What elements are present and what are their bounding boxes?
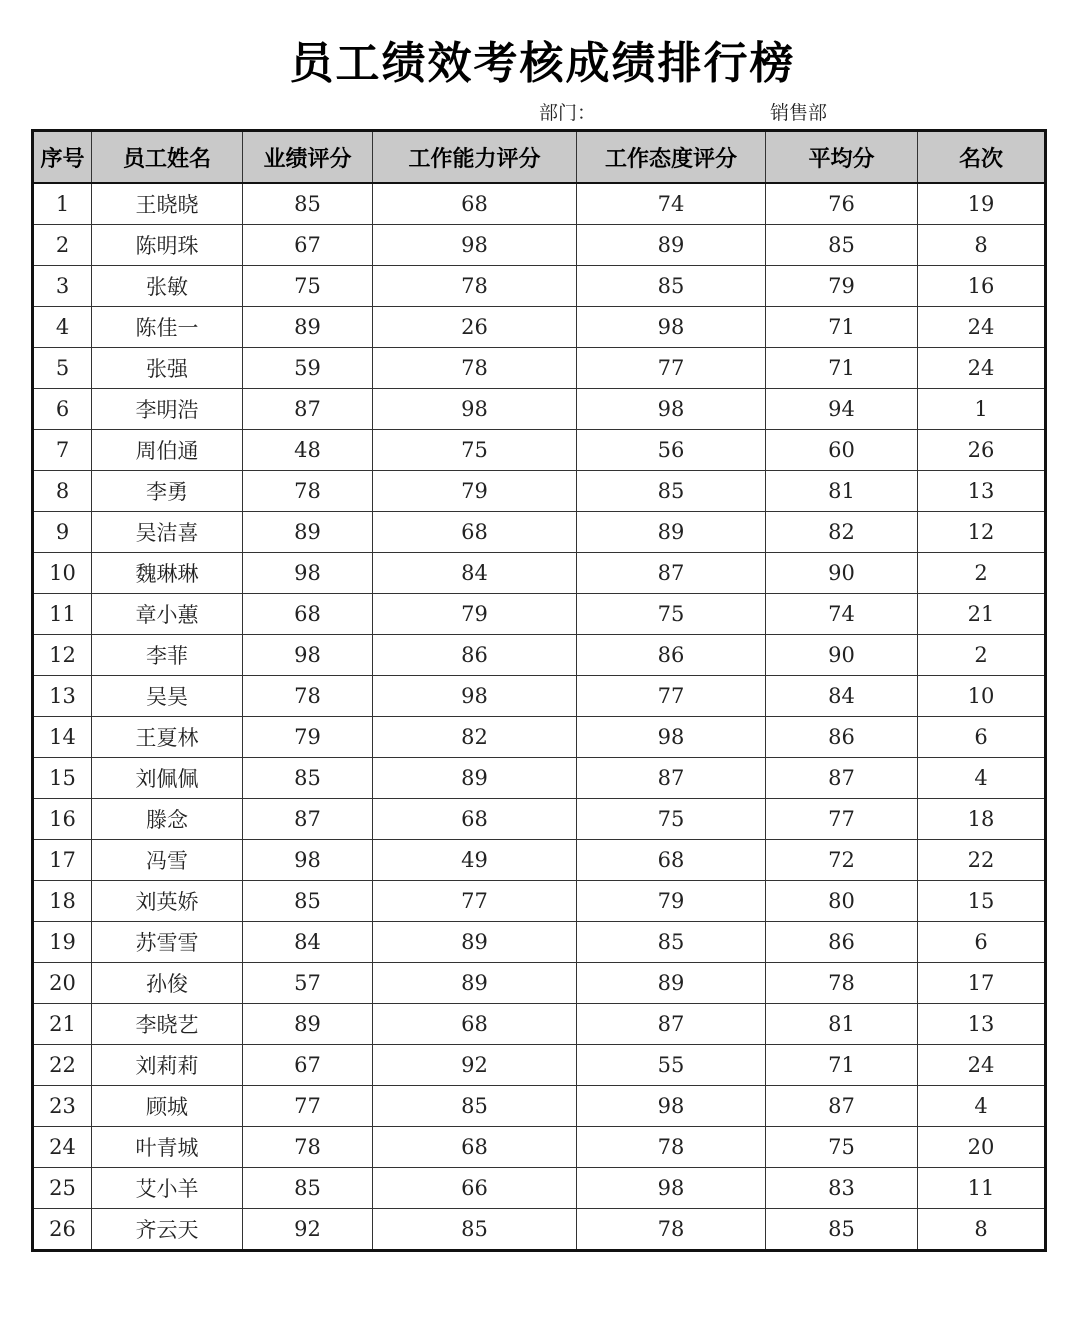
cell-performance: 89 <box>243 307 373 348</box>
cell-performance: 67 <box>243 225 373 266</box>
cell-attitude: 55 <box>577 1045 766 1086</box>
cell-name: 艾小羊 <box>92 1168 243 1209</box>
cell-index: 24 <box>33 1127 92 1168</box>
cell-attitude: 87 <box>577 553 766 594</box>
cell-average: 80 <box>766 881 918 922</box>
cell-attitude: 78 <box>577 1127 766 1168</box>
cell-performance: 85 <box>243 881 373 922</box>
cell-name: 滕念 <box>92 799 243 840</box>
table-row <box>33 963 1046 1004</box>
cell-performance: 78 <box>243 1127 373 1168</box>
cell-performance: 79 <box>243 717 373 758</box>
cell-name: 陈明珠 <box>92 225 243 266</box>
cell-ability: 75 <box>373 430 577 471</box>
header-average: 平均分 <box>766 131 918 184</box>
cell-name: 刘莉莉 <box>92 1045 243 1086</box>
cell-attitude: 77 <box>577 676 766 717</box>
table-row <box>33 758 1046 799</box>
cell-name: 王晓晓 <box>92 183 243 225</box>
cell-index: 13 <box>33 676 92 717</box>
cell-performance: 89 <box>243 512 373 553</box>
cell-ability: 49 <box>373 840 577 881</box>
cell-average: 90 <box>766 635 918 676</box>
cell-average: 86 <box>766 922 918 963</box>
cell-name: 冯雪 <box>92 840 243 881</box>
cell-performance: 67 <box>243 1045 373 1086</box>
cell-average: 71 <box>766 1045 918 1086</box>
cell-name: 魏琳琳 <box>92 553 243 594</box>
cell-average: 72 <box>766 840 918 881</box>
cell-performance: 92 <box>243 1209 373 1251</box>
table-row <box>33 225 1046 266</box>
cell-ability: 89 <box>373 758 577 799</box>
cell-index: 10 <box>33 553 92 594</box>
header-attitude: 工作态度评分 <box>577 131 766 184</box>
cell-attitude: 68 <box>577 840 766 881</box>
cell-ability: 98 <box>373 389 577 430</box>
page-title: 员工绩效考核成绩排行榜 <box>289 38 796 89</box>
cell-attitude: 74 <box>577 183 766 225</box>
cell-rank: 18 <box>918 799 1046 840</box>
cell-attitude: 87 <box>577 1004 766 1045</box>
cell-attitude: 75 <box>577 594 766 635</box>
cell-ability: 86 <box>373 635 577 676</box>
cell-ability: 77 <box>373 881 577 922</box>
cell-index: 20 <box>33 963 92 1004</box>
table-row <box>33 717 1046 758</box>
cell-attitude: 85 <box>577 266 766 307</box>
table-row <box>33 307 1046 348</box>
cell-ability: 85 <box>373 1209 577 1251</box>
header-index: 序号 <box>33 131 92 184</box>
cell-name: 李菲 <box>92 635 243 676</box>
cell-rank: 20 <box>918 1127 1046 1168</box>
cell-index: 14 <box>33 717 92 758</box>
cell-performance: 59 <box>243 348 373 389</box>
cell-performance: 84 <box>243 922 373 963</box>
cell-ability: 68 <box>373 1004 577 1045</box>
cell-average: 87 <box>766 758 918 799</box>
cell-index: 9 <box>33 512 92 553</box>
table-row <box>33 471 1046 512</box>
cell-ability: 89 <box>373 963 577 1004</box>
cell-index: 6 <box>33 389 92 430</box>
department-label: 部门： <box>539 102 597 124</box>
cell-rank: 24 <box>918 307 1046 348</box>
table-row <box>33 1004 1046 1045</box>
header-ability: 工作能力评分 <box>373 131 577 184</box>
cell-performance: 75 <box>243 266 373 307</box>
cell-name: 顾城 <box>92 1086 243 1127</box>
cell-performance: 98 <box>243 635 373 676</box>
cell-ability: 98 <box>373 225 577 266</box>
cell-name: 周伯通 <box>92 430 243 471</box>
cell-index: 16 <box>33 799 92 840</box>
table-row <box>33 881 1046 922</box>
cell-ability: 89 <box>373 922 577 963</box>
cell-index: 11 <box>33 594 92 635</box>
cell-name: 吴昊 <box>92 676 243 717</box>
cell-attitude: 56 <box>577 430 766 471</box>
cell-rank: 6 <box>918 717 1046 758</box>
cell-performance: 78 <box>243 471 373 512</box>
cell-attitude: 98 <box>577 307 766 348</box>
cell-average: 71 <box>766 307 918 348</box>
cell-performance: 98 <box>243 840 373 881</box>
cell-attitude: 98 <box>577 1086 766 1127</box>
cell-name: 陈佳一 <box>92 307 243 348</box>
cell-name: 苏雪雪 <box>92 922 243 963</box>
cell-rank: 2 <box>918 553 1046 594</box>
cell-rank: 4 <box>918 1086 1046 1127</box>
cell-ability: 79 <box>373 594 577 635</box>
cell-rank: 1 <box>918 389 1046 430</box>
header-row <box>33 131 1046 184</box>
cell-attitude: 98 <box>577 1168 766 1209</box>
cell-index: 4 <box>33 307 92 348</box>
cell-rank: 12 <box>918 512 1046 553</box>
cell-rank: 6 <box>918 922 1046 963</box>
cell-rank: 13 <box>918 1004 1046 1045</box>
cell-rank: 13 <box>918 471 1046 512</box>
cell-index: 3 <box>33 266 92 307</box>
cell-average: 78 <box>766 963 918 1004</box>
cell-average: 84 <box>766 676 918 717</box>
table-body <box>33 183 1046 1251</box>
cell-performance: 48 <box>243 430 373 471</box>
cell-ability: 68 <box>373 1127 577 1168</box>
cell-name: 孙俊 <box>92 963 243 1004</box>
cell-attitude: 87 <box>577 758 766 799</box>
cell-rank: 15 <box>918 881 1046 922</box>
cell-ability: 98 <box>373 676 577 717</box>
cell-attitude: 79 <box>577 881 766 922</box>
cell-rank: 16 <box>918 266 1046 307</box>
table-row <box>33 183 1046 225</box>
cell-rank: 8 <box>918 1209 1046 1251</box>
table-row <box>33 553 1046 594</box>
cell-name: 李明浩 <box>92 389 243 430</box>
cell-index: 7 <box>33 430 92 471</box>
cell-performance: 85 <box>243 183 373 225</box>
header-rank: 名次 <box>918 131 1046 184</box>
cell-average: 83 <box>766 1168 918 1209</box>
cell-attitude: 89 <box>577 512 766 553</box>
cell-name: 齐云天 <box>92 1209 243 1251</box>
cell-rank: 26 <box>918 430 1046 471</box>
cell-ability: 82 <box>373 717 577 758</box>
cell-name: 张强 <box>92 348 243 389</box>
cell-average: 74 <box>766 594 918 635</box>
cell-average: 94 <box>766 389 918 430</box>
cell-average: 77 <box>766 799 918 840</box>
cell-average: 76 <box>766 183 918 225</box>
cell-ability: 85 <box>373 1086 577 1127</box>
cell-rank: 17 <box>918 963 1046 1004</box>
cell-index: 2 <box>33 225 92 266</box>
cell-performance: 85 <box>243 1168 373 1209</box>
cell-index: 1 <box>33 183 92 225</box>
cell-rank: 22 <box>918 840 1046 881</box>
cell-performance: 87 <box>243 389 373 430</box>
cell-attitude: 78 <box>577 1209 766 1251</box>
table-row <box>33 430 1046 471</box>
cell-ability: 68 <box>373 512 577 553</box>
cell-rank: 8 <box>918 225 1046 266</box>
cell-name: 李晓艺 <box>92 1004 243 1045</box>
cell-rank: 4 <box>918 758 1046 799</box>
cell-rank: 19 <box>918 183 1046 225</box>
cell-index: 18 <box>33 881 92 922</box>
cell-attitude: 86 <box>577 635 766 676</box>
cell-name: 吴洁喜 <box>92 512 243 553</box>
cell-name: 刘英娇 <box>92 881 243 922</box>
table-row <box>33 348 1046 389</box>
cell-performance: 77 <box>243 1086 373 1127</box>
table-row <box>33 635 1046 676</box>
cell-ability: 84 <box>373 553 577 594</box>
cell-attitude: 98 <box>577 717 766 758</box>
table-row <box>33 266 1046 307</box>
cell-rank: 24 <box>918 1045 1046 1086</box>
cell-name: 李勇 <box>92 471 243 512</box>
department-value: 销售部 <box>770 102 828 124</box>
cell-performance: 98 <box>243 553 373 594</box>
cell-index: 8 <box>33 471 92 512</box>
cell-average: 87 <box>766 1086 918 1127</box>
cell-rank: 21 <box>918 594 1046 635</box>
cell-performance: 57 <box>243 963 373 1004</box>
cell-ability: 92 <box>373 1045 577 1086</box>
table-row <box>33 1127 1046 1168</box>
header-performance: 业绩评分 <box>243 131 373 184</box>
table-row <box>33 512 1046 553</box>
cell-attitude: 85 <box>577 922 766 963</box>
cell-ability: 78 <box>373 348 577 389</box>
cell-rank: 10 <box>918 676 1046 717</box>
header-name: 员工姓名 <box>92 131 243 184</box>
cell-performance: 89 <box>243 1004 373 1045</box>
table-row <box>33 799 1046 840</box>
cell-index: 17 <box>33 840 92 881</box>
cell-attitude: 85 <box>577 471 766 512</box>
table-row <box>33 1168 1046 1209</box>
cell-ability: 68 <box>373 799 577 840</box>
cell-rank: 24 <box>918 348 1046 389</box>
cell-index: 12 <box>33 635 92 676</box>
cell-attitude: 77 <box>577 348 766 389</box>
cell-index: 22 <box>33 1045 92 1086</box>
table-row <box>33 389 1046 430</box>
cell-ability: 79 <box>373 471 577 512</box>
table-row <box>33 840 1046 881</box>
table-row <box>33 594 1046 635</box>
table-row <box>33 1086 1046 1127</box>
cell-attitude: 75 <box>577 799 766 840</box>
cell-average: 81 <box>766 1004 918 1045</box>
cell-average: 79 <box>766 266 918 307</box>
cell-average: 60 <box>766 430 918 471</box>
cell-attitude: 89 <box>577 225 766 266</box>
cell-average: 85 <box>766 1209 918 1251</box>
cell-rank: 11 <box>918 1168 1046 1209</box>
cell-attitude: 89 <box>577 963 766 1004</box>
table-row <box>33 1209 1046 1251</box>
cell-name: 张敏 <box>92 266 243 307</box>
ranking-table <box>31 129 1047 1252</box>
cell-rank: 2 <box>918 635 1046 676</box>
cell-name: 王夏林 <box>92 717 243 758</box>
cell-average: 90 <box>766 553 918 594</box>
cell-attitude: 98 <box>577 389 766 430</box>
cell-ability: 78 <box>373 266 577 307</box>
cell-average: 86 <box>766 717 918 758</box>
cell-index: 25 <box>33 1168 92 1209</box>
table-row <box>33 676 1046 717</box>
cell-index: 21 <box>33 1004 92 1045</box>
cell-ability: 68 <box>373 183 577 225</box>
cell-ability: 66 <box>373 1168 577 1209</box>
cell-average: 82 <box>766 512 918 553</box>
table-row <box>33 922 1046 963</box>
table-row <box>33 1045 1046 1086</box>
cell-average: 85 <box>766 225 918 266</box>
cell-index: 19 <box>33 922 92 963</box>
cell-performance: 85 <box>243 758 373 799</box>
cell-index: 15 <box>33 758 92 799</box>
cell-index: 26 <box>33 1209 92 1251</box>
cell-ability: 26 <box>373 307 577 348</box>
cell-performance: 87 <box>243 799 373 840</box>
cell-index: 5 <box>33 348 92 389</box>
cell-average: 71 <box>766 348 918 389</box>
cell-name: 叶青城 <box>92 1127 243 1168</box>
cell-performance: 68 <box>243 594 373 635</box>
cell-index: 23 <box>33 1086 92 1127</box>
cell-name: 章小蕙 <box>92 594 243 635</box>
cell-name: 刘佩佩 <box>92 758 243 799</box>
cell-performance: 78 <box>243 676 373 717</box>
cell-average: 75 <box>766 1127 918 1168</box>
cell-average: 81 <box>766 471 918 512</box>
